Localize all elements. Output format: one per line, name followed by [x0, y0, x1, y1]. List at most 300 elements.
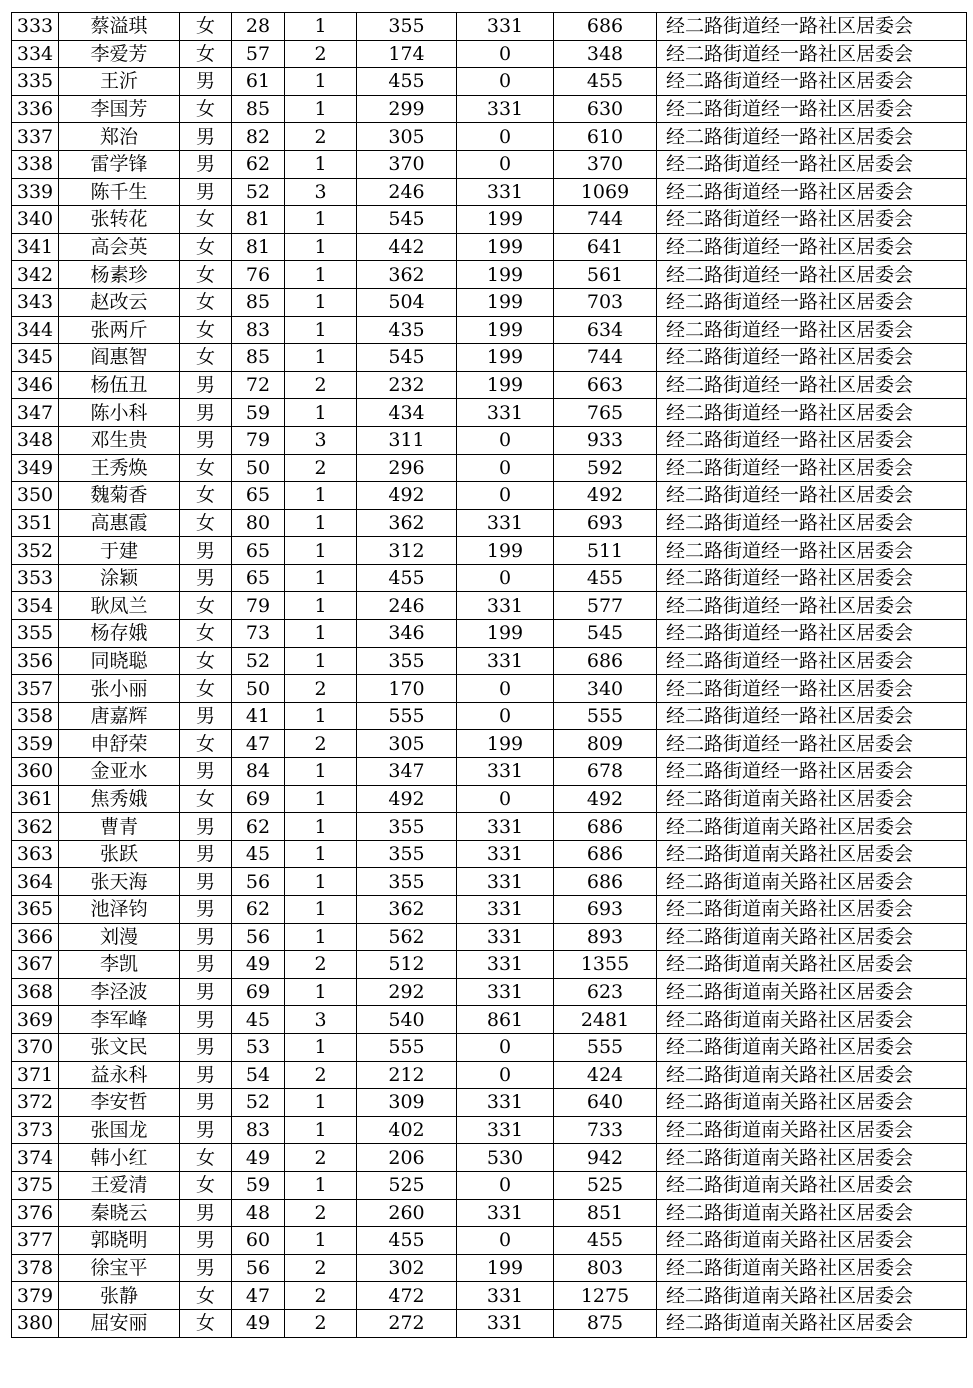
- table-row: [12, 454, 967, 482]
- name-cell: 李军峰: [59, 1006, 180, 1034]
- name-cell: 徐宝平: [59, 1254, 180, 1282]
- total-cell: 340: [554, 675, 657, 703]
- age-cell: 79: [232, 592, 285, 620]
- subsidy-cell: 199: [457, 730, 554, 758]
- name-cell: 唐嘉辉: [59, 702, 180, 730]
- subsidy-cell: 530: [457, 1144, 554, 1172]
- age-cell: 72: [232, 371, 285, 399]
- total-cell: 942: [554, 1144, 657, 1172]
- name-cell: 李爱芳: [59, 40, 180, 68]
- community-cell: 经二路街道南关路社区居委会: [657, 840, 967, 868]
- row-number-cell: 375: [12, 1171, 59, 1199]
- total-cell: 455: [554, 1227, 657, 1255]
- row-number-cell: 376: [12, 1199, 59, 1227]
- total-cell: 693: [554, 509, 657, 537]
- amount-cell: 355: [357, 647, 457, 675]
- total-cell: 1275: [554, 1282, 657, 1310]
- name-cell: 张小丽: [59, 675, 180, 703]
- total-cell: 577: [554, 592, 657, 620]
- name-cell: 屈安丽: [59, 1309, 180, 1337]
- name-cell: 李国芳: [59, 95, 180, 123]
- community-cell: 经二路街道经一路社区居委会: [657, 509, 967, 537]
- age-cell: 28: [232, 13, 285, 41]
- amount-cell: 555: [357, 1033, 457, 1061]
- community-cell: 经二路街道经一路社区居委会: [657, 40, 967, 68]
- row-number-cell: 336: [12, 95, 59, 123]
- total-cell: 623: [554, 978, 657, 1006]
- subsidy-cell: 331: [457, 1309, 554, 1337]
- table-row: [12, 1254, 967, 1282]
- table-row: [12, 1006, 967, 1034]
- gender-cell: 男: [180, 813, 232, 841]
- name-cell: 韩小红: [59, 1144, 180, 1172]
- total-cell: 424: [554, 1061, 657, 1089]
- age-cell: 47: [232, 730, 285, 758]
- name-cell: 张转花: [59, 206, 180, 234]
- age-cell: 73: [232, 620, 285, 648]
- community-cell: 经二路街道南关路社区居委会: [657, 1116, 967, 1144]
- age-cell: 45: [232, 1006, 285, 1034]
- table-row: [12, 1282, 967, 1310]
- gender-cell: 女: [180, 344, 232, 372]
- table-row: [12, 95, 967, 123]
- name-cell: 耿凤兰: [59, 592, 180, 620]
- count-cell: 1: [285, 206, 357, 234]
- total-cell: 511: [554, 537, 657, 565]
- community-cell: 经二路街道经一路社区居委会: [657, 233, 967, 261]
- table-row: [12, 123, 967, 151]
- amount-cell: 305: [357, 730, 457, 758]
- count-cell: 1: [285, 68, 357, 96]
- subsidy-cell: 199: [457, 261, 554, 289]
- table-row: [12, 1033, 967, 1061]
- community-cell: 经二路街道经一路社区居委会: [657, 399, 967, 427]
- total-cell: 348: [554, 40, 657, 68]
- table-row: [12, 620, 967, 648]
- age-cell: 56: [232, 1254, 285, 1282]
- count-cell: 3: [285, 178, 357, 206]
- count-cell: 1: [285, 896, 357, 924]
- count-cell: 1: [285, 592, 357, 620]
- community-cell: 经二路街道经一路社区居委会: [657, 68, 967, 96]
- name-cell: 刘漫: [59, 923, 180, 951]
- gender-cell: 女: [180, 592, 232, 620]
- name-cell: 阎惠智: [59, 344, 180, 372]
- table-row: [12, 951, 967, 979]
- data-sheet: [11, 12, 966, 1338]
- count-cell: 1: [285, 813, 357, 841]
- community-cell: 经二路街道南关路社区居委会: [657, 1171, 967, 1199]
- community-cell: 经二路街道经一路社区居委会: [657, 288, 967, 316]
- community-cell: 经二路街道南关路社区居委会: [657, 1254, 967, 1282]
- count-cell: 2: [285, 123, 357, 151]
- table-row: [12, 13, 967, 41]
- amount-cell: 302: [357, 1254, 457, 1282]
- count-cell: 1: [285, 1116, 357, 1144]
- subsidy-cell: 199: [457, 371, 554, 399]
- subsidy-cell: 0: [457, 454, 554, 482]
- name-cell: 陈千生: [59, 178, 180, 206]
- amount-cell: 305: [357, 123, 457, 151]
- age-cell: 62: [232, 896, 285, 924]
- name-cell: 申舒荣: [59, 730, 180, 758]
- row-number-cell: 346: [12, 371, 59, 399]
- count-cell: 2: [285, 730, 357, 758]
- name-cell: 魏菊香: [59, 482, 180, 510]
- count-cell: 1: [285, 233, 357, 261]
- total-cell: 875: [554, 1309, 657, 1337]
- table-row: [12, 1309, 967, 1337]
- amount-cell: 370: [357, 150, 457, 178]
- community-cell: 经二路街道南关路社区居委会: [657, 1227, 967, 1255]
- table-row: [12, 537, 967, 565]
- amount-cell: 492: [357, 785, 457, 813]
- table-row: [12, 40, 967, 68]
- subsidy-cell: 331: [457, 978, 554, 1006]
- count-cell: 3: [285, 1006, 357, 1034]
- name-cell: 雷学锋: [59, 150, 180, 178]
- count-cell: 1: [285, 13, 357, 41]
- count-cell: 1: [285, 537, 357, 565]
- amount-cell: 362: [357, 509, 457, 537]
- amount-cell: 492: [357, 482, 457, 510]
- total-cell: 1069: [554, 178, 657, 206]
- amount-cell: 455: [357, 1227, 457, 1255]
- count-cell: 2: [285, 951, 357, 979]
- amount-cell: 362: [357, 261, 457, 289]
- name-cell: 杨素珍: [59, 261, 180, 289]
- age-cell: 85: [232, 95, 285, 123]
- subsidy-cell: 199: [457, 344, 554, 372]
- community-cell: 经二路街道南关路社区居委会: [657, 951, 967, 979]
- age-cell: 62: [232, 150, 285, 178]
- subsidy-cell: 0: [457, 150, 554, 178]
- total-cell: 370: [554, 150, 657, 178]
- count-cell: 3: [285, 426, 357, 454]
- table-row: [12, 178, 967, 206]
- table-row: [12, 426, 967, 454]
- name-cell: 张天海: [59, 868, 180, 896]
- name-cell: 张静: [59, 1282, 180, 1310]
- count-cell: 1: [285, 344, 357, 372]
- table-row: [12, 371, 967, 399]
- table-row: [12, 1089, 967, 1117]
- gender-cell: 男: [180, 178, 232, 206]
- amount-cell: 246: [357, 592, 457, 620]
- community-cell: 经二路街道南关路社区居委会: [657, 1199, 967, 1227]
- amount-cell: 362: [357, 896, 457, 924]
- row-number-cell: 334: [12, 40, 59, 68]
- gender-cell: 女: [180, 785, 232, 813]
- name-cell: 张两斤: [59, 316, 180, 344]
- amount-cell: 206: [357, 1144, 457, 1172]
- count-cell: 1: [285, 95, 357, 123]
- subsidy-cell: 331: [457, 813, 554, 841]
- count-cell: 1: [285, 1171, 357, 1199]
- name-cell: 焦秀娥: [59, 785, 180, 813]
- table-row: [12, 730, 967, 758]
- amount-cell: 472: [357, 1282, 457, 1310]
- age-cell: 60: [232, 1227, 285, 1255]
- total-cell: 744: [554, 206, 657, 234]
- community-cell: 经二路街道经一路社区居委会: [657, 344, 967, 372]
- table-row: [12, 923, 967, 951]
- table-row: [12, 896, 967, 924]
- name-cell: 邓生贵: [59, 426, 180, 454]
- row-number-cell: 360: [12, 758, 59, 786]
- gender-cell: 女: [180, 261, 232, 289]
- subsidy-cell: 0: [457, 702, 554, 730]
- name-cell: 曹青: [59, 813, 180, 841]
- name-cell: 张跃: [59, 840, 180, 868]
- row-number-cell: 343: [12, 288, 59, 316]
- row-number-cell: 345: [12, 344, 59, 372]
- subsidy-cell: 331: [457, 1116, 554, 1144]
- gender-cell: 女: [180, 1144, 232, 1172]
- age-cell: 83: [232, 316, 285, 344]
- row-number-cell: 357: [12, 675, 59, 703]
- name-cell: 杨存娥: [59, 620, 180, 648]
- total-cell: 803: [554, 1254, 657, 1282]
- table-row: [12, 1144, 967, 1172]
- subsidy-cell: 331: [457, 758, 554, 786]
- community-cell: 经二路街道南关路社区居委会: [657, 1144, 967, 1172]
- age-cell: 53: [232, 1033, 285, 1061]
- age-cell: 83: [232, 1116, 285, 1144]
- subsidy-cell: 331: [457, 951, 554, 979]
- name-cell: 张国龙: [59, 1116, 180, 1144]
- community-cell: 经二路街道南关路社区居委会: [657, 923, 967, 951]
- row-number-cell: 349: [12, 454, 59, 482]
- age-cell: 47: [232, 1282, 285, 1310]
- count-cell: 2: [285, 371, 357, 399]
- count-cell: 1: [285, 978, 357, 1006]
- table-row: [12, 233, 967, 261]
- count-cell: 1: [285, 758, 357, 786]
- age-cell: 69: [232, 785, 285, 813]
- total-cell: 641: [554, 233, 657, 261]
- row-number-cell: 372: [12, 1089, 59, 1117]
- name-cell: 秦晓云: [59, 1199, 180, 1227]
- age-cell: 49: [232, 951, 285, 979]
- row-number-cell: 359: [12, 730, 59, 758]
- name-cell: 张文民: [59, 1033, 180, 1061]
- row-number-cell: 370: [12, 1033, 59, 1061]
- amount-cell: 272: [357, 1309, 457, 1337]
- total-cell: 455: [554, 68, 657, 96]
- gender-cell: 女: [180, 675, 232, 703]
- age-cell: 65: [232, 564, 285, 592]
- gender-cell: 男: [180, 426, 232, 454]
- table-body: [12, 13, 967, 1338]
- count-cell: 2: [285, 1061, 357, 1089]
- subsidy-cell: 199: [457, 1254, 554, 1282]
- amount-cell: 312: [357, 537, 457, 565]
- count-cell: 2: [285, 1254, 357, 1282]
- row-number-cell: 380: [12, 1309, 59, 1337]
- total-cell: 693: [554, 896, 657, 924]
- count-cell: 1: [285, 620, 357, 648]
- gender-cell: 男: [180, 371, 232, 399]
- gender-cell: 男: [180, 564, 232, 592]
- total-cell: 686: [554, 813, 657, 841]
- age-cell: 52: [232, 178, 285, 206]
- count-cell: 2: [285, 40, 357, 68]
- total-cell: 455: [554, 564, 657, 592]
- table-row: [12, 261, 967, 289]
- count-cell: 1: [285, 840, 357, 868]
- count-cell: 2: [285, 1199, 357, 1227]
- age-cell: 50: [232, 454, 285, 482]
- row-number-cell: 353: [12, 564, 59, 592]
- subsidy-cell: 199: [457, 537, 554, 565]
- name-cell: 王爱清: [59, 1171, 180, 1199]
- age-cell: 54: [232, 1061, 285, 1089]
- table-row: [12, 288, 967, 316]
- age-cell: 79: [232, 426, 285, 454]
- table-row: [12, 1227, 967, 1255]
- gender-cell: 男: [180, 896, 232, 924]
- row-number-cell: 361: [12, 785, 59, 813]
- table-row: [12, 758, 967, 786]
- community-cell: 经二路街道经一路社区居委会: [657, 758, 967, 786]
- amount-cell: 246: [357, 178, 457, 206]
- total-cell: 663: [554, 371, 657, 399]
- total-cell: 809: [554, 730, 657, 758]
- row-number-cell: 369: [12, 1006, 59, 1034]
- records-table: [11, 12, 967, 1338]
- age-cell: 81: [232, 233, 285, 261]
- amount-cell: 504: [357, 288, 457, 316]
- amount-cell: 347: [357, 758, 457, 786]
- community-cell: 经二路街道经一路社区居委会: [657, 675, 967, 703]
- count-cell: 1: [285, 399, 357, 427]
- gender-cell: 女: [180, 1282, 232, 1310]
- subsidy-cell: 331: [457, 647, 554, 675]
- subsidy-cell: 0: [457, 675, 554, 703]
- name-cell: 池泽钧: [59, 896, 180, 924]
- total-cell: 733: [554, 1116, 657, 1144]
- row-number-cell: 348: [12, 426, 59, 454]
- table-row: [12, 840, 967, 868]
- subsidy-cell: 0: [457, 68, 554, 96]
- table-row: [12, 647, 967, 675]
- row-number-cell: 362: [12, 813, 59, 841]
- gender-cell: 男: [180, 1199, 232, 1227]
- gender-cell: 女: [180, 1309, 232, 1337]
- count-cell: 1: [285, 647, 357, 675]
- subsidy-cell: 0: [457, 482, 554, 510]
- community-cell: 经二路街道经一路社区居委会: [657, 620, 967, 648]
- community-cell: 经二路街道经一路社区居委会: [657, 123, 967, 151]
- age-cell: 52: [232, 1089, 285, 1117]
- total-cell: 686: [554, 647, 657, 675]
- amount-cell: 355: [357, 813, 457, 841]
- total-cell: 933: [554, 426, 657, 454]
- subsidy-cell: 331: [457, 868, 554, 896]
- gender-cell: 男: [180, 1116, 232, 1144]
- row-number-cell: 350: [12, 482, 59, 510]
- gender-cell: 女: [180, 233, 232, 261]
- name-cell: 陈小科: [59, 399, 180, 427]
- subsidy-cell: 331: [457, 840, 554, 868]
- gender-cell: 男: [180, 923, 232, 951]
- community-cell: 经二路街道经一路社区居委会: [657, 261, 967, 289]
- amount-cell: 525: [357, 1171, 457, 1199]
- count-cell: 2: [285, 1144, 357, 1172]
- name-cell: 高惠霞: [59, 509, 180, 537]
- row-number-cell: 373: [12, 1116, 59, 1144]
- community-cell: 经二路街道经一路社区居委会: [657, 730, 967, 758]
- table-row: [12, 675, 967, 703]
- subsidy-cell: 331: [457, 399, 554, 427]
- gender-cell: 女: [180, 206, 232, 234]
- subsidy-cell: 0: [457, 426, 554, 454]
- name-cell: 李安哲: [59, 1089, 180, 1117]
- age-cell: 50: [232, 675, 285, 703]
- row-number-cell: 363: [12, 840, 59, 868]
- subsidy-cell: 331: [457, 1089, 554, 1117]
- age-cell: 84: [232, 758, 285, 786]
- name-cell: 杨伍丑: [59, 371, 180, 399]
- count-cell: 1: [285, 1033, 357, 1061]
- age-cell: 49: [232, 1309, 285, 1337]
- age-cell: 49: [232, 1144, 285, 1172]
- subsidy-cell: 861: [457, 1006, 554, 1034]
- total-cell: 851: [554, 1199, 657, 1227]
- count-cell: 1: [285, 785, 357, 813]
- gender-cell: 男: [180, 123, 232, 151]
- amount-cell: 434: [357, 399, 457, 427]
- subsidy-cell: 331: [457, 1282, 554, 1310]
- row-number-cell: 364: [12, 868, 59, 896]
- total-cell: 630: [554, 95, 657, 123]
- age-cell: 57: [232, 40, 285, 68]
- name-cell: 郭晓明: [59, 1227, 180, 1255]
- table-row: [12, 785, 967, 813]
- total-cell: 561: [554, 261, 657, 289]
- total-cell: 492: [554, 482, 657, 510]
- amount-cell: 512: [357, 951, 457, 979]
- community-cell: 经二路街道经一路社区居委会: [657, 95, 967, 123]
- age-cell: 85: [232, 288, 285, 316]
- subsidy-cell: 199: [457, 288, 554, 316]
- name-cell: 高会英: [59, 233, 180, 261]
- table-row: [12, 1116, 967, 1144]
- age-cell: 52: [232, 647, 285, 675]
- subsidy-cell: 199: [457, 206, 554, 234]
- age-cell: 85: [232, 344, 285, 372]
- count-cell: 1: [285, 261, 357, 289]
- gender-cell: 女: [180, 1171, 232, 1199]
- table-row: [12, 206, 967, 234]
- gender-cell: 女: [180, 288, 232, 316]
- count-cell: 1: [285, 702, 357, 730]
- community-cell: 经二路街道经一路社区居委会: [657, 371, 967, 399]
- amount-cell: 355: [357, 868, 457, 896]
- amount-cell: 232: [357, 371, 457, 399]
- gender-cell: 女: [180, 95, 232, 123]
- community-cell: 经二路街道经一路社区居委会: [657, 316, 967, 344]
- gender-cell: 男: [180, 1033, 232, 1061]
- subsidy-cell: 0: [457, 123, 554, 151]
- table-row: [12, 482, 967, 510]
- row-number-cell: 374: [12, 1144, 59, 1172]
- total-cell: 525: [554, 1171, 657, 1199]
- total-cell: 703: [554, 288, 657, 316]
- age-cell: 61: [232, 68, 285, 96]
- table-row: [12, 150, 967, 178]
